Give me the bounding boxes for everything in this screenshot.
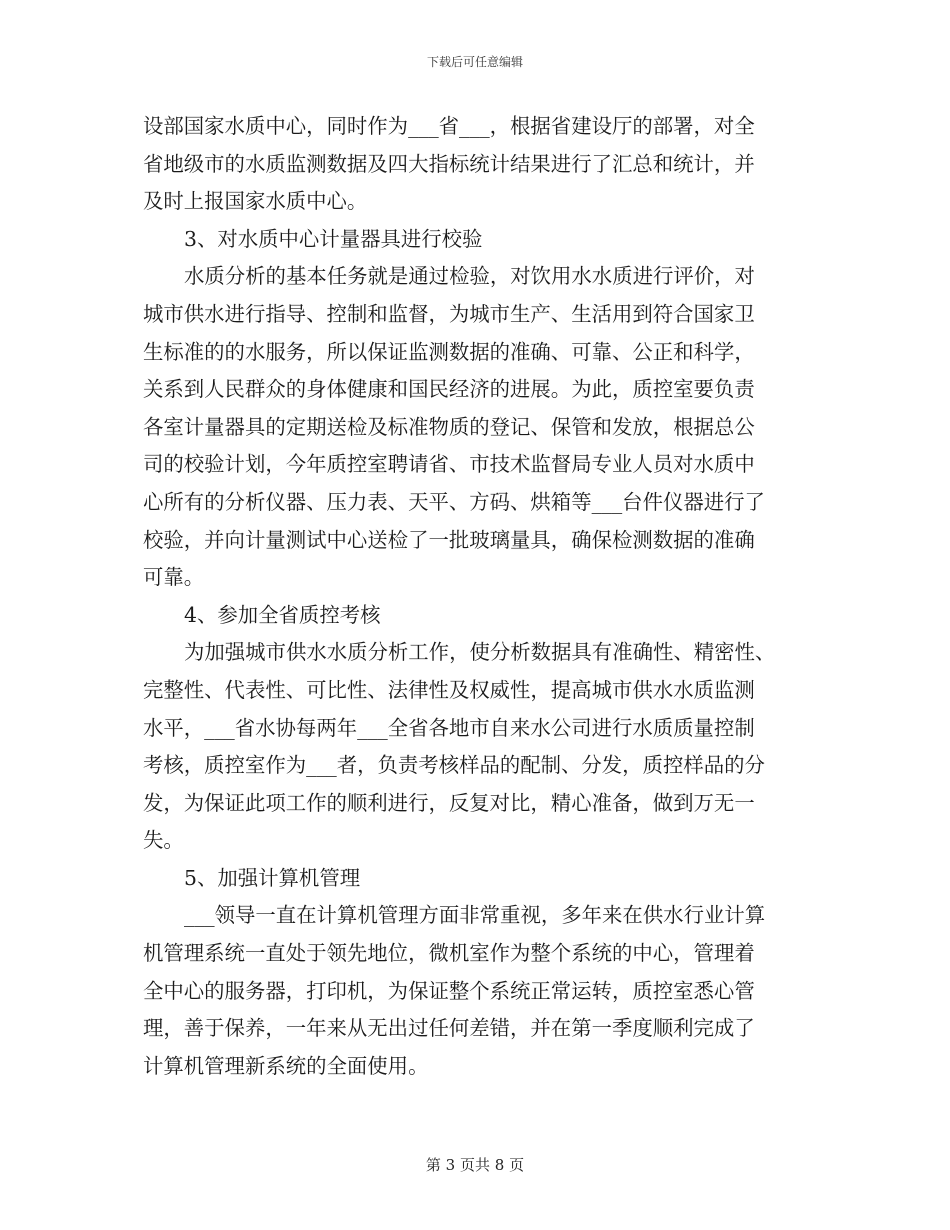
- text-line: 考核，质控室作为___者，负责考核样品的配制、分发，质控样品的分: [143, 753, 765, 778]
- text-line: 为加强城市供水水质分析工作，使分析数据具有准确性、精密性、: [184, 640, 776, 665]
- text-line: 理，善于保养，一年来从无出过任何差错，并在第一季度顺利完成了: [143, 1016, 755, 1041]
- text-line: ___领导一直在计算机管理方面非常重视，多年来在供水行业计算: [184, 903, 766, 928]
- text-line: 城市供水进行指导、控制和监督，为城市生产、生活用到符合国家卫: [143, 301, 755, 326]
- text-line: 计算机管理新系统的全面使用。: [143, 1053, 429, 1078]
- text-line: 失。: [143, 828, 184, 853]
- text-line: 水平，___省水协每两年___全省各地市自来水公司进行水质质量控制: [143, 715, 755, 740]
- text-line: 发，为保证此项工作的顺利进行，反复对比，精心准备，做到万无一: [143, 790, 755, 815]
- text-line: 校验，并向计量测试中心送检了一批玻璃量具，确保检测数据的准确: [143, 527, 755, 552]
- section-heading-4: 4、参加全省质控考核: [184, 602, 381, 627]
- section-heading-3: 3、对水质中心计量器具进行校验: [184, 226, 483, 251]
- text-line: 机管理系统一直处于领先地位，微机室作为整个系统的中心，管理着: [143, 941, 755, 966]
- section-heading-5: 5、加强计算机管理: [184, 865, 361, 890]
- text-line: 省地级市的水质监测数据及四大指标统计结果进行了汇总和统计，并: [143, 151, 755, 176]
- page-number-footer: 第 3 页共 8 页: [425, 1156, 525, 1174]
- text-line: 水质分析的基本任务就是通过检验，对饮用水水质进行评价，对: [184, 264, 755, 289]
- text-line: 生标准的的水服务，所以保证监测数据的准确、可靠、公正和科学，: [143, 339, 755, 364]
- text-line: 全中心的服务器，打印机，为保证整个系统正常运转，质控室悉心管: [143, 978, 755, 1003]
- text-line: 可靠。: [143, 565, 205, 590]
- text-line: 心所有的分析仪器、压力表、天平、方码、烘箱等___台件仪器进行了: [143, 489, 765, 514]
- page-header: 下载后可任意编辑: [426, 55, 523, 69]
- document-body: [143, 108, 813, 1085]
- text-line: 各室计量器具的定期送检及标准物质的登记、保管和发放，根据总公: [143, 414, 755, 439]
- text-line: 关系到人民群众的身体健康和国民经济的进展。为此，质控室要负责: [143, 377, 755, 402]
- text-line: 完整性、代表性、可比性、法律性及权威性，提高城市供水水质监测: [143, 677, 755, 702]
- text-line: 及时上报国家水质中心。: [143, 189, 368, 214]
- text-line: 司的校验计划，今年质控室聘请省、市技术监督局专业人员对水质中: [143, 452, 755, 477]
- text-line: 设部国家水质中心，同时作为___省___，根据省建设厅的部署，对全: [143, 114, 755, 138]
